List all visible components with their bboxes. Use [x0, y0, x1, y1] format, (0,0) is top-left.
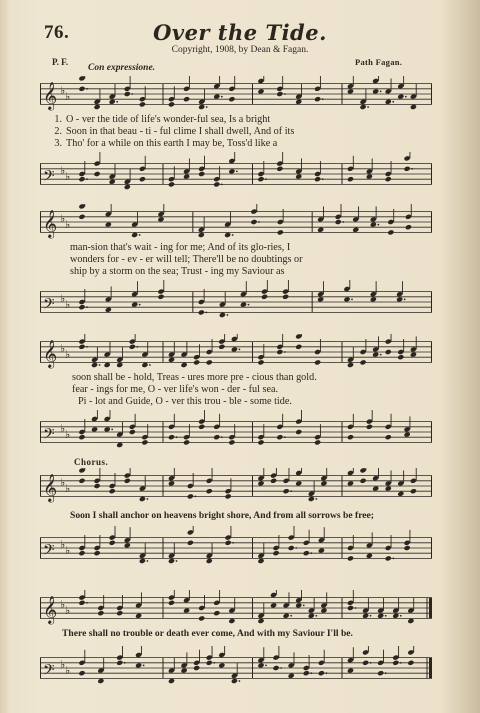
svg-text:♭: ♭ [65, 604, 71, 618]
svg-text:♭: ♭ [60, 164, 66, 177]
svg-text:♭: ♭ [60, 476, 66, 489]
svg-text:♭: ♭ [60, 538, 66, 551]
svg-text:♭: ♭ [65, 428, 71, 442]
bass-staff [40, 152, 432, 196]
verse-text: man-sion that's wait - ing for me; And of its glo-ries, I [70, 242, 291, 253]
verse-text: O - ver the tide of life's wonder-ful sea, Is a bright [66, 114, 271, 125]
svg-text:♭: ♭ [60, 292, 66, 305]
svg-text:𝄞: 𝄞 [43, 209, 58, 238]
verse-text: Soon in that beau - ti - ful clime I shall dwell, And of its [66, 126, 295, 137]
verse-number: 3. [54, 138, 62, 149]
svg-text:♭: ♭ [60, 84, 66, 97]
svg-text:𝄞: 𝄞 [43, 81, 58, 110]
hymn-title: Over the Tide. [153, 20, 327, 45]
verse-number: 1. [54, 114, 62, 125]
bass-staff [40, 646, 432, 690]
svg-text:♭: ♭ [60, 422, 66, 435]
verse-line [40, 384, 464, 395]
svg-text:♭: ♭ [65, 170, 71, 184]
svg-text:𝄢: 𝄢 [43, 295, 55, 317]
verse-line [40, 372, 464, 383]
verse-text: Pi - lot and Guide, O - ver this trou - ble - some tide. [78, 396, 292, 407]
svg-text:♭: ♭ [65, 348, 71, 362]
lyricist-credit: P. F. [52, 57, 69, 67]
chorus-line: There shall no trouble or death ever come, And with my Saviour I'll be. [62, 628, 353, 639]
svg-text:♭: ♭ [65, 482, 71, 496]
svg-text:♭: ♭ [65, 90, 71, 104]
treble-staff [40, 468, 432, 504]
bass-staff [40, 526, 432, 570]
verse-text: soon shall be - hold, Treas - ures more pre - cious than gold. [72, 372, 317, 383]
treble-staff [40, 590, 432, 626]
verse-text: wonders for - ev - er will tell; There'll be no doubtings or [70, 254, 303, 265]
hymn-number: 76. [44, 22, 70, 43]
verse-line [40, 114, 432, 125]
copyright-line: Copyright, 1908, by Dean & Fagan. [171, 45, 309, 55]
svg-text:♭: ♭ [65, 298, 71, 312]
svg-text:𝄢: 𝄢 [43, 425, 55, 447]
verse-text: fear - ings for me, O - ver life's won - der - ful sea. [72, 384, 279, 395]
composer-credit: Path Fagan. [355, 57, 403, 67]
svg-text:𝄢: 𝄢 [43, 661, 55, 683]
verse-text: ship by a storm on the sea; Trust - ing my Saviour as [70, 266, 285, 277]
svg-text:𝄢: 𝄢 [43, 541, 55, 563]
verse-line [40, 266, 462, 277]
svg-text:♭: ♭ [60, 598, 66, 611]
verse-line [40, 126, 432, 137]
bass-staff [40, 410, 432, 454]
svg-text:♭: ♭ [65, 664, 71, 678]
verse-line [40, 396, 470, 407]
svg-text:♭: ♭ [60, 342, 66, 355]
verse-number: 2. [54, 126, 62, 137]
verse-line [40, 254, 462, 265]
svg-text:𝄞: 𝄞 [43, 595, 58, 624]
svg-text:𝄞: 𝄞 [43, 473, 58, 502]
verse-line [40, 242, 462, 253]
verse-line [40, 138, 432, 149]
bass-staff [40, 280, 432, 324]
svg-text:𝄞: 𝄞 [43, 339, 58, 368]
svg-text:♭: ♭ [60, 658, 66, 671]
svg-text:♭: ♭ [60, 212, 66, 225]
chorus-line: Soon I shall anchor on heavens bright shore, And from all sorrows be free; [70, 510, 375, 521]
chorus-label: Chorus. [74, 457, 109, 467]
treble-staff [40, 76, 432, 112]
treble-staff [40, 204, 432, 240]
treble-staff [40, 334, 432, 370]
svg-text:𝄢: 𝄢 [43, 167, 55, 189]
svg-text:♭: ♭ [65, 544, 71, 558]
tempo-marking: Con expressione. [88, 63, 156, 73]
svg-text:♭: ♭ [65, 218, 71, 232]
verse-text: Tho' for a while on this earth I may be, Toss'd like a [66, 138, 278, 149]
